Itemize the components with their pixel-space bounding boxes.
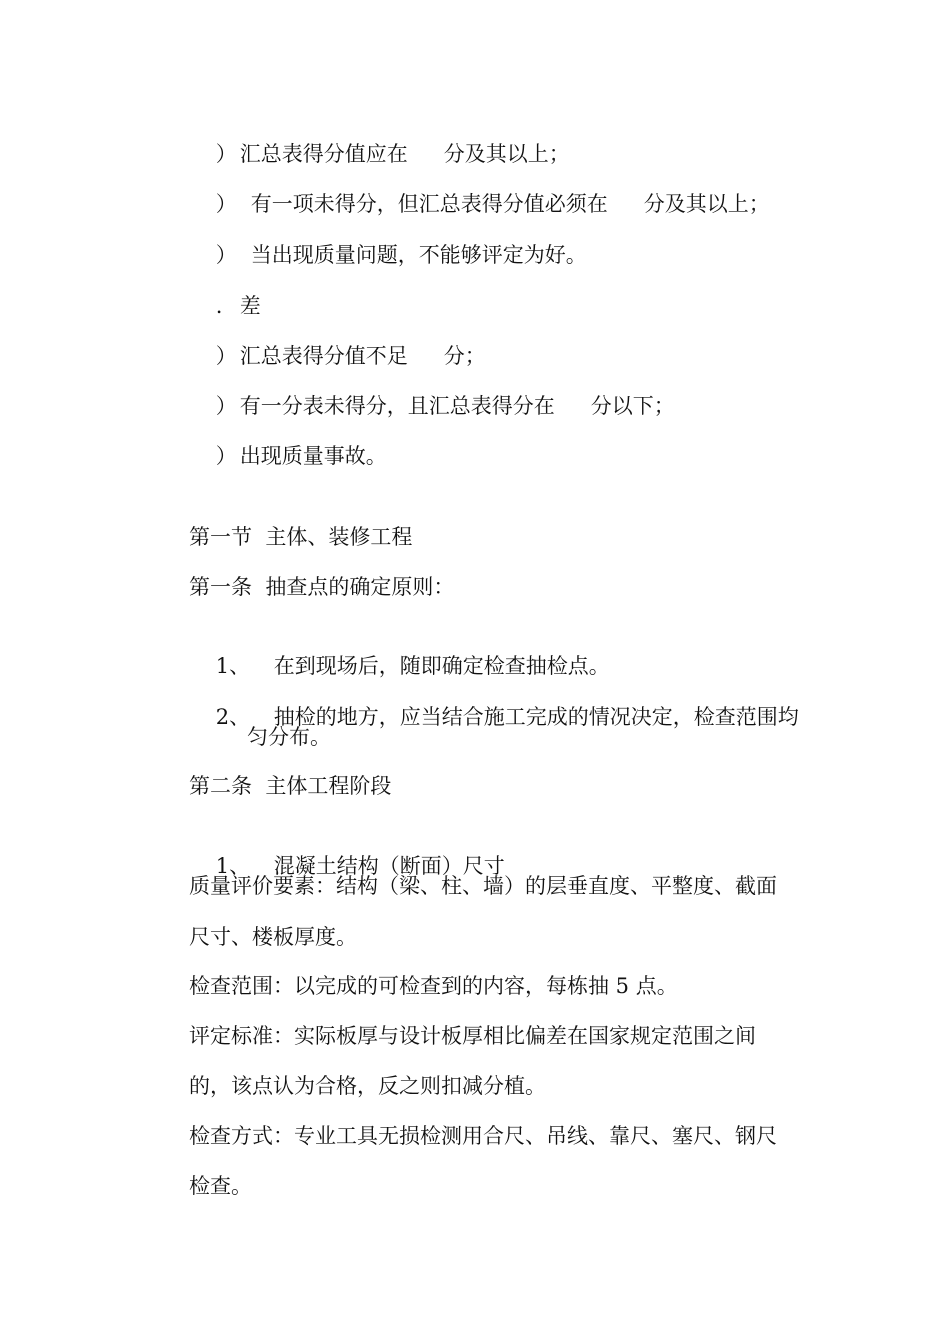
item-number: 1、 [215,854,251,878]
item-number: 1、 [215,654,251,678]
article-heading: 第一条 抽查点的确定原则： [189,575,455,599]
text-segment: 分以下； [590,394,675,418]
paragraph-line: 检查。 [189,1174,252,1198]
list-marker: ） [215,243,237,267]
list-marker: . [215,294,223,318]
article-heading: 第二条 主体工程阶段 [189,774,392,798]
list-marker: ） [215,394,237,418]
paragraph-line: 检查范围：以完成的可检查到的内容，每栋抽 5 点。 [189,974,678,998]
list-marker: ） [215,142,237,166]
text-segment: 分及其以上； [643,192,770,216]
text-segment: 分； [443,344,486,368]
item-text-continuation: 匀分布。 [247,725,331,749]
text-segment: 汇总表得分值不足 [239,344,408,368]
list-marker: ） [215,444,237,468]
text-segment: 当出现质量问题，不能够评定为好。 [250,243,587,267]
text-line [189,411,387,501]
paragraph-line: 尺寸、楼板厚度。 [189,925,357,949]
list-marker: ） [215,344,237,368]
item-text: 混凝土结构（断面）尺寸 [273,854,505,878]
text-segment: 差 [239,294,261,318]
paragraph-line: 评定标准：实际板厚与设计板厚相比偏差在国家规定范围之间 [189,1024,756,1048]
item-number: 2、 [215,705,251,729]
text-segment: 有一分表未得分，且汇总表得分在 [239,394,555,418]
text-segment: 出现质量事故。 [239,444,387,468]
list-marker: ） [215,192,237,216]
paragraph-line: 的，该点认为合格，反之则扣减分植。 [189,1074,546,1098]
paragraph-line: 检查方式：专业工具无损检测用合尺、吊线、靠尺、塞尺、钢尺 [189,1124,777,1148]
text-segment: 分及其以上； [443,142,570,166]
section-title: 第一节 主体、装修工程 [189,525,413,549]
text-segment: 汇总表得分值应在 [239,142,408,166]
paragraph-line: 质量评价要素：结构（梁、柱、墙）的层垂直度、平整度、截面 [189,874,777,898]
text-segment: 有一项未得分，但汇总表得分值必须在 [250,192,608,216]
item-text: 抽检的地方，应当结合施工完成的情况决定，检查范围均 [273,705,799,729]
item-text: 在到现场后，随即确定检查抽检点。 [273,654,610,678]
